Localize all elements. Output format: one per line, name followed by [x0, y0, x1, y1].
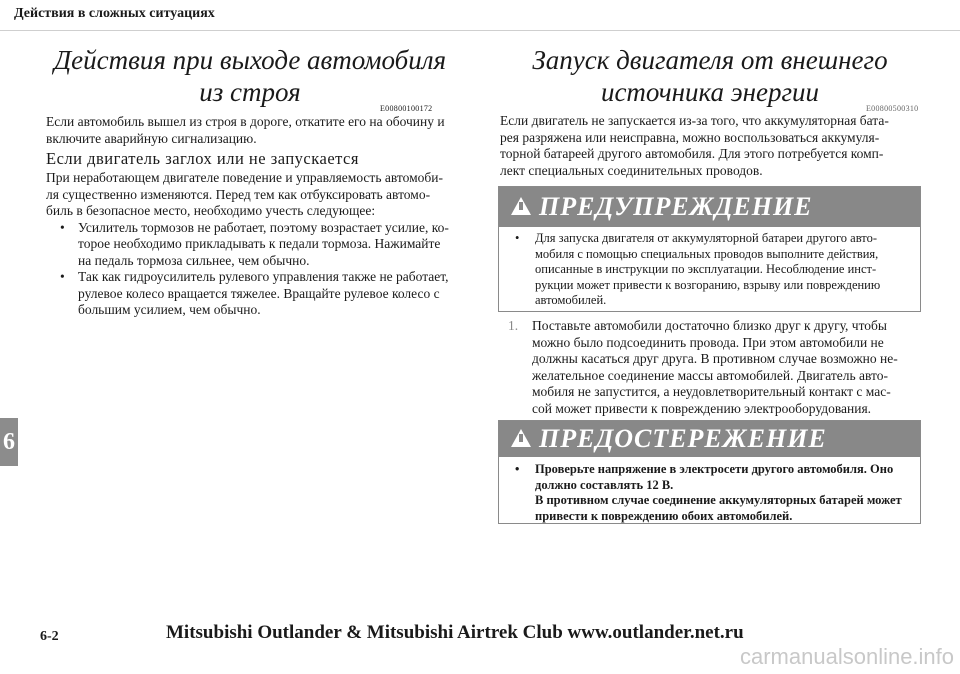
bullet-icon: • — [515, 462, 520, 476]
left-title — [40, 44, 460, 108]
left-title-line1: Действия при выходе автомобиля — [53, 45, 447, 75]
left-intro-paragraph — [46, 114, 466, 147]
right-intro-paragraph — [500, 113, 918, 179]
warning-box — [498, 186, 921, 312]
text-line: Усилитель тормозов не работает, поэтому возрастает усилие, ко- — [78, 219, 449, 235]
bullet-icon: • — [515, 231, 520, 245]
text-line: Проверьте напряжение в электросети другого автомобиля. Оно — [535, 462, 894, 476]
list-item — [46, 269, 466, 319]
list-item — [46, 220, 466, 270]
text-line: рея разряжена или неисправна, можно воспользоваться аккумуля- — [500, 129, 880, 145]
header-divider — [0, 30, 960, 31]
left-subheading: Если двигатель заглох или не запускается — [46, 149, 359, 168]
text-line: торной батареей другого автомобиля. Для этого потребуется комп- — [500, 146, 884, 161]
text-line: Поставьте автомобили достаточно близко друг к другу, чтобы — [532, 318, 887, 333]
left-bullet-list — [46, 220, 466, 319]
text-line: Для запуска двигателя от аккумуляторной батареи другого авто- — [535, 231, 878, 245]
text-line: на педаль тормоза сильнее, чем обычно. — [78, 252, 310, 268]
text-line: должны касаться друг друга. В противном случае возможно не- — [532, 351, 898, 366]
left-title-line2: из строя — [199, 77, 301, 107]
chapter-tab: 6 — [0, 418, 18, 466]
text-line: лект специальных соединительных проводов. — [500, 162, 763, 178]
warning-title: ПРЕДУПРЕЖДЕНИЕ — [539, 192, 813, 221]
text-line: включите аварийную сигнализацию. — [46, 130, 257, 146]
text-line: автомобилей. — [535, 293, 607, 307]
left-section-code: E00800100172 — [380, 104, 433, 113]
right-title-line2: источника энергии — [600, 77, 820, 107]
text-line: рукции может привести к возгоранию, взрыву или повреждению — [535, 277, 881, 292]
text-line: В противном случае соединение аккумуляторных батарей может — [535, 493, 902, 507]
text-line: желательное соединение массы автомобилей. Двигатель авто- — [532, 367, 889, 383]
bullet-icon: • — [60, 219, 65, 235]
warning-triangle-icon — [511, 197, 531, 215]
text-line: большим усилием, чем обычно. — [78, 302, 261, 317]
section-header: Действия в сложных ситуациях — [14, 6, 215, 21]
text-line: Если двигатель не запускается из-за того, что аккумуляторная бата- — [500, 113, 889, 128]
step-1 — [508, 318, 918, 417]
text-line: рулевое колесо вращается тяжелее. Вращайте рулевое колесо с — [78, 285, 440, 301]
text-line: Если автомобиль вышел из строя в дороге, откатите его на обочину и — [46, 114, 445, 129]
text-line: При неработающем двигателе поведение и управляемость автомоби- — [46, 170, 443, 185]
text-line: мобиля с помощью специальных проводов выполните действия, — [535, 246, 879, 261]
page-number: 6-2 — [40, 629, 59, 644]
caution-header — [499, 421, 920, 457]
warning-header — [499, 187, 920, 227]
text-line: биль в безопасное место, необходимо учесть следующее: — [46, 203, 376, 218]
text-line: можно было подсоединить провода. При этом автомобили не — [532, 334, 884, 350]
text-line: описанные в инструкции по эксплуатации. Несоблюдение инст- — [535, 262, 877, 276]
text-line: привести к повреждению обоих автомобилей. — [535, 508, 793, 523]
bullet-icon: • — [60, 269, 65, 284]
caution-box — [498, 420, 921, 524]
text-line: торое необходимо прикладывать к педали тормоза. Нажимайте — [78, 236, 441, 251]
left-body — [46, 170, 466, 319]
text-line: сой может привести к повреждению электрооборудования. — [532, 400, 872, 416]
caution-title: ПРЕДОСТЕРЕЖЕНИЕ — [539, 424, 827, 453]
right-title — [490, 44, 930, 108]
caution-body — [511, 462, 912, 524]
right-title-line1: Запуск двигателя от внешнего — [532, 45, 888, 75]
text-line: мобиля не запустится, а неудовлетворительный контакт с мас- — [532, 384, 891, 399]
right-section-code: E00800500310 — [866, 104, 919, 113]
warning-triangle-icon — [511, 429, 531, 447]
text-line: должно составлять 12 В. — [535, 477, 674, 492]
watermark: carmanualsonline.info — [740, 644, 955, 669]
warning-body — [511, 231, 912, 309]
step-number: 1. — [508, 318, 519, 333]
text-line: Так как гидроусилитель рулевого управления также не работает, — [78, 269, 449, 284]
footer-text: Mitsubishi Outlander & Mitsubishi Airtrek Club www.outlander.net.ru — [166, 622, 744, 643]
text-line: ля существенно изменяются. Перед тем как отбуксировать автомо- — [46, 186, 431, 202]
